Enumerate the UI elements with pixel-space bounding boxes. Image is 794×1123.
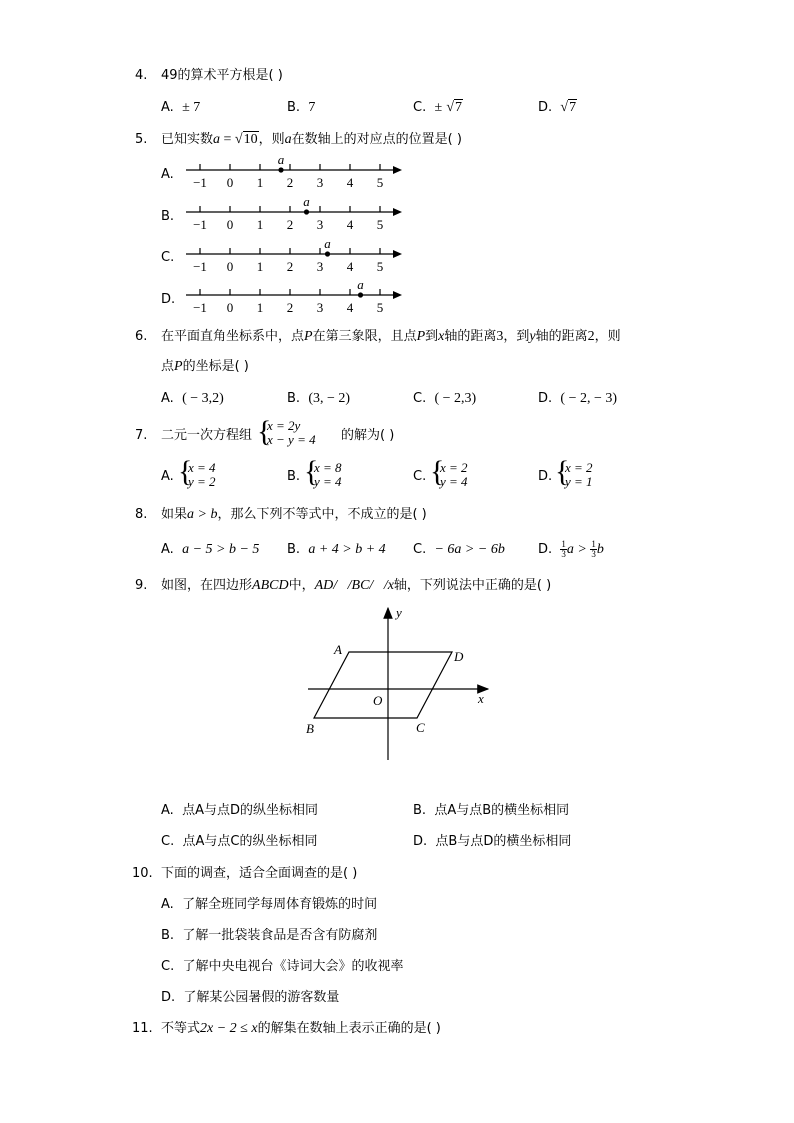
q6-option-b[interactable] <box>287 391 350 407</box>
point-label: a <box>357 277 364 292</box>
q10-stem: 下面的调查，适合全面调查的是( ) <box>161 866 358 881</box>
tick-label: 0 <box>226 175 234 190</box>
q7-equation-1: x = 2y <box>267 418 301 433</box>
q7-option-d-line1: x = 2 <box>565 460 593 475</box>
point-label: a <box>303 194 310 209</box>
radicand: 7 <box>569 100 577 115</box>
q7-option-a-line1: x = 4 <box>188 460 216 475</box>
var-x: x <box>438 329 445 344</box>
q6-option-a[interactable] <box>161 391 224 407</box>
option-letter: A. <box>161 391 174 406</box>
option-letter: D. <box>161 990 176 1005</box>
stem-text: 如果 <box>161 507 188 522</box>
q9-option-b[interactable] <box>413 803 569 819</box>
q7-option-b-line2: y = 4 <box>314 474 342 489</box>
option-letter: C. <box>161 959 175 974</box>
q4-option-b[interactable] <box>287 100 315 116</box>
tick-label: 0 <box>226 217 234 232</box>
tick-label: 2 <box>286 300 294 315</box>
arrow-icon <box>393 166 402 174</box>
q10-option-d[interactable] <box>161 990 339 1006</box>
inequality: 2x − 2 ≤ x <box>200 1021 258 1036</box>
option-letter: A. <box>161 100 174 115</box>
option-value: b <box>596 542 604 557</box>
q7-stem-pre: 二元一次方程组 <box>161 428 253 443</box>
sqrt-symbol: √10 <box>234 132 258 147</box>
point-label: a <box>324 236 331 251</box>
q6-stem-line1 <box>161 329 621 345</box>
option-letter: A. <box>161 803 174 818</box>
option-letter: C. <box>161 834 175 849</box>
label-y: y <box>396 605 402 620</box>
option-prefix: ± <box>434 100 443 115</box>
q10-number: 10. <box>132 866 153 881</box>
tick-label: 3 <box>316 217 324 232</box>
option-letter: B. <box>161 928 175 943</box>
tick-label: 5 <box>376 259 384 274</box>
brace: { <box>304 455 319 488</box>
q8-number: 8. <box>135 507 148 522</box>
var-p: P <box>304 329 313 344</box>
tick-label: −1 <box>193 175 207 190</box>
arrow-icon <box>393 291 402 299</box>
tick-label: 0 <box>226 300 234 315</box>
q7-option-d-letter[interactable]: D. <box>538 469 553 484</box>
condition: a > b <box>187 507 218 522</box>
option-letter: D. <box>538 391 553 406</box>
q11-number: 11. <box>132 1021 153 1036</box>
brace: { <box>257 415 272 448</box>
option-value: a − 5 > b − 5 <box>182 542 260 557</box>
tick-label: 4 <box>346 300 354 315</box>
option-text: 了解某公园暑假的游客数量 <box>183 990 340 1005</box>
numerator: 1 <box>561 539 566 549</box>
stem-text: 中， <box>288 578 315 593</box>
stem-text: 轴的距离 <box>444 329 497 344</box>
q5-option-a-letter[interactable]: A. <box>161 167 174 182</box>
tick-label: 4 <box>346 259 354 274</box>
tick-label: 5 <box>376 175 384 190</box>
brace: { <box>430 455 445 488</box>
point-a <box>358 292 363 297</box>
option-text: 点B与点D的横坐标相同 <box>435 834 572 849</box>
tick-label: 0 <box>226 259 234 274</box>
q9-stem <box>161 578 551 594</box>
quadrilateral-name: ABCD <box>252 578 289 593</box>
equals-sign: = <box>220 132 235 147</box>
q6-number: 6. <box>135 329 148 344</box>
option-text: 点A与点C的纵坐标相同 <box>182 834 318 849</box>
option-letter: C. <box>413 542 427 557</box>
q6-option-c[interactable] <box>413 391 476 407</box>
option-letter: A. <box>161 542 174 557</box>
tick-label: 1 <box>256 175 264 190</box>
tick-label: 3 <box>316 175 324 190</box>
q7-option-c-line1: x = 2 <box>440 460 468 475</box>
label-x: x <box>478 691 484 706</box>
brace: { <box>555 455 570 488</box>
point-label: a <box>277 152 285 167</box>
label-c: C <box>416 720 425 735</box>
q10-option-a[interactable] <box>161 897 377 913</box>
q5-option-b-letter[interactable]: B. <box>161 209 175 224</box>
q8-option-c[interactable] <box>413 542 505 558</box>
tick-label: −1 <box>193 259 207 274</box>
q7-option-b-letter[interactable]: B. <box>287 469 301 484</box>
q7-equation-2: x − y = 4 <box>267 432 316 447</box>
parallelogram-abcd <box>314 652 452 718</box>
q5-number: 5. <box>135 132 148 147</box>
number-3: 3 <box>496 329 504 344</box>
q10-option-b[interactable] <box>161 928 377 944</box>
tick-label: 4 <box>346 175 354 190</box>
stem-text: 的解集在数轴上表示正确的是( ) <box>257 1021 441 1036</box>
var-y: y <box>529 329 536 344</box>
q8-stem <box>161 507 427 523</box>
q9-parallelogram-figure <box>300 600 500 770</box>
q9-number: 9. <box>135 578 148 593</box>
option-value: ( − 2,3) <box>434 391 477 406</box>
q5-option-c-letter[interactable]: C. <box>161 250 175 265</box>
option-letter: B. <box>287 391 301 406</box>
tick-label: 3 <box>316 300 324 315</box>
label-a: A <box>334 642 342 657</box>
option-text: 点A与点D的纵坐标相同 <box>182 803 318 818</box>
option-letter: C. <box>413 391 427 406</box>
option-value: (3, − 2) <box>308 391 351 406</box>
q11-stem <box>161 1021 441 1037</box>
q10-option-c[interactable] <box>161 959 404 975</box>
option-value: ± 7 <box>182 100 201 115</box>
arrow-icon <box>393 250 402 258</box>
option-value: − 6a > − 6b <box>434 542 505 557</box>
q4-option-c[interactable] <box>413 100 463 116</box>
option-value: a + 4 > b + 4 <box>308 542 386 557</box>
stem-text: 在第三象限，且点 <box>312 329 417 344</box>
q7-option-a-line2: y = 2 <box>188 474 216 489</box>
option-letter: B. <box>287 542 301 557</box>
denominator: 3 <box>591 549 596 559</box>
option-value: 7 <box>308 100 316 115</box>
point-a <box>278 167 283 172</box>
stem-text: 轴，下列说法中正确的是( ) <box>393 578 552 593</box>
label-d: D <box>454 649 464 664</box>
q6-stem-line2 <box>161 359 249 375</box>
var-a: a <box>213 132 221 147</box>
parallel-relation: AD/ /BC/ /x <box>314 578 394 593</box>
sqrt-symbol: √7 <box>560 100 577 115</box>
q7-stem-post: 的解为( ) <box>341 428 395 443</box>
label-o: O <box>373 693 383 708</box>
stem-text: 已知实数 <box>161 132 214 147</box>
q9-option-a[interactable] <box>161 803 318 819</box>
option-text: 了解全班同学每周体育锻炼的时间 <box>182 897 378 912</box>
tick-label: 1 <box>256 300 264 315</box>
q8-option-a[interactable] <box>161 542 259 558</box>
stem-text: 在数轴上的对应点的位置是( ) <box>291 132 462 147</box>
option-value: ( − 3,2) <box>182 391 224 406</box>
q5-stem <box>161 132 462 148</box>
q8-option-b[interactable] <box>287 542 386 558</box>
arrow-icon <box>393 208 402 216</box>
tick-label: 2 <box>286 175 294 190</box>
option-letter: D. <box>413 834 428 849</box>
option-value: ( − 2, − 3) <box>560 391 618 406</box>
stem-text: ，则 <box>594 329 621 344</box>
option-letter: C. <box>413 100 427 115</box>
q7-option-b-line1: x = 8 <box>314 460 342 475</box>
option-text: 点A与点B的横坐标相同 <box>434 803 570 818</box>
tick-label: 4 <box>346 217 354 232</box>
q4-number: 4. <box>135 68 148 83</box>
var-p: P <box>174 359 183 374</box>
sqrt-symbol: √7 <box>446 100 462 115</box>
var-p: P <box>416 329 426 344</box>
number-2: 2 <box>587 329 595 344</box>
option-letter: A. <box>161 897 174 912</box>
q7-option-d-line2: y = 1 <box>565 474 593 489</box>
option-text: 了解中央电视台《诗词大会》的收视率 <box>182 959 404 974</box>
stem-text: 的坐标是( ) <box>182 359 249 374</box>
tick-label: 1 <box>256 217 264 232</box>
q5-option-d-letter[interactable]: D. <box>161 292 176 307</box>
brace: { <box>178 455 193 488</box>
stem-text: 在平面直角坐标系中，点 <box>161 329 305 344</box>
stem-text: 点 <box>161 359 175 374</box>
var-a: a <box>284 132 292 147</box>
tick-label: −1 <box>193 300 207 315</box>
stem-text: 到 <box>425 329 439 344</box>
q7-option-c-letter[interactable]: C. <box>413 469 427 484</box>
radicand: 10 <box>243 132 258 147</box>
q7-option-a-letter[interactable]: A. <box>161 469 174 484</box>
q9-option-d[interactable] <box>413 834 571 850</box>
option-letter: D. <box>538 100 553 115</box>
tick-label: 2 <box>286 259 294 274</box>
option-letter: B. <box>413 803 427 818</box>
option-letter: D. <box>538 542 553 557</box>
stem-text: ，到 <box>503 329 530 344</box>
label-b: B <box>306 721 314 736</box>
q8-option-d[interactable] <box>538 540 604 559</box>
tick-label: 2 <box>286 217 294 232</box>
stem-text: ，则 <box>258 132 285 147</box>
tick-label: 3 <box>316 259 324 274</box>
q7-number: 7. <box>135 428 148 443</box>
q7-option-c-line2: y = 4 <box>440 474 468 489</box>
point-a <box>304 209 309 214</box>
tick-label: 1 <box>256 259 264 274</box>
point-a <box>325 251 330 256</box>
stem-text: ，那么下列不等式中，不成立的是( ) <box>217 507 427 522</box>
tick-label: 5 <box>376 300 384 315</box>
stem-text: 轴的距离 <box>535 329 588 344</box>
tick-label: −1 <box>193 217 207 232</box>
q4-option-a[interactable] <box>161 100 200 116</box>
q9-option-c[interactable] <box>161 834 317 850</box>
q6-option-d[interactable] <box>538 391 617 407</box>
denominator: 3 <box>561 549 566 559</box>
q4-stem: 49的算术平方根是( ) <box>161 68 283 83</box>
radicand: 7 <box>455 100 462 115</box>
option-text: 了解一批袋装食品是否含有防腐剂 <box>182 928 378 943</box>
stem-text: 如图，在四边形 <box>161 578 253 593</box>
tick-label: 5 <box>376 217 384 232</box>
numerator: 1 <box>591 539 596 549</box>
stem-text: 不等式 <box>161 1021 201 1036</box>
option-letter: B. <box>287 100 301 115</box>
q4-option-d[interactable] <box>538 100 577 116</box>
option-value: a > <box>566 542 591 557</box>
